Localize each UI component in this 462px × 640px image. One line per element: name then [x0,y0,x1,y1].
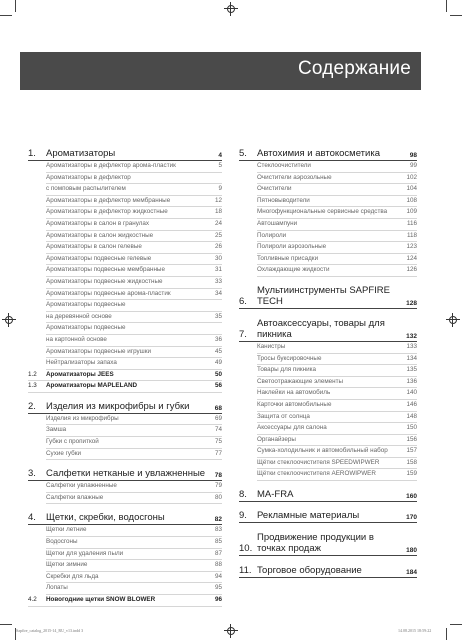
toc-item-page: 102 [406,173,417,181]
toc-item-list [257,342,417,481]
section-page-number: 68 [214,404,222,412]
toc-item-label: Стеклоочистители [257,162,311,169]
toc-item-label: Автошампуни [257,219,298,227]
toc-item[interactable] [46,207,222,219]
section-number: 10. [239,543,253,555]
toc-item-page: 12 [214,196,222,204]
toc-item[interactable] [46,265,222,277]
toc-item-page: 74 [214,426,222,434]
toc-item[interactable] [257,365,417,377]
toc-item[interactable] [46,347,222,359]
toc-item[interactable] [46,525,222,537]
toc-item-label: Водосгоны [46,538,78,546]
toc-item-page: 136 [406,377,417,385]
toc-item-page: 150 [406,424,417,432]
toc-item-label: Ароматизаторы подвесные [46,324,126,332]
crop-mark [446,628,447,640]
toc-item-page: 24 [214,219,222,227]
toc-item-label: Органайзеры [257,435,296,443]
toc-item[interactable] [46,493,222,505]
section-page-number: 4 [218,152,222,159]
subsection-number: 4.2 [28,596,37,603]
toc-item-label: Тросы буксировочные [257,354,322,362]
toc-item[interactable] [46,449,222,461]
toc-item-label: Ароматизаторы в салон гелевые [46,243,142,251]
toc-item-label: Ароматизаторы подвесные гелевые [46,254,152,262]
toc-section-heading[interactable] [239,510,417,523]
toc-item-label: Скребки для льда [46,572,99,580]
toc-item-label: Товары для пикника [257,366,316,374]
section-page-number: 170 [406,514,417,522]
toc-item[interactable] [257,423,417,435]
toc-item-label: Многофункциональные сервисные средства [257,208,388,216]
toc-item-page: 123 [406,243,417,251]
toc-section-heading[interactable] [28,468,222,481]
toc-item-label: Ароматизаторы подвесные жидкостные [46,277,163,285]
toc-item[interactable] [46,173,222,185]
subsection-page: 56 [214,382,222,390]
toc-item[interactable] [46,481,222,493]
section-title: Торговое оборудование [257,565,362,577]
toc-section-heading[interactable] [28,148,222,161]
toc-item-label: Полироли [257,231,287,239]
toc-item[interactable] [46,254,222,266]
section-title: Автоаксессуары, товары для пикника [257,317,385,340]
section-number: 11. [239,565,252,577]
toc-item[interactable] [257,435,417,447]
toc-item[interactable] [257,388,417,400]
toc-item-page: 35 [214,312,222,320]
toc-item-label: Лопаты [46,584,68,592]
toc-item-label: Губки с пропиткой [46,438,99,446]
toc-item-label: Щетки летние [46,526,87,534]
toc-item-label: Пятновыводители [257,196,310,204]
toc-item-label: на деревянной основе [46,312,112,320]
crop-mark [446,0,447,12]
toc-section-heading[interactable] [239,565,417,578]
toc-item[interactable] [257,342,417,354]
toc-item[interactable] [257,242,417,254]
toc-item[interactable] [257,265,417,277]
section-title: Щетки, скребки, водосгоны [46,512,165,524]
toc-item[interactable] [46,184,222,196]
toc-item-label: Салфетки увлажненные [46,482,117,490]
toc-section-heading[interactable] [239,148,417,161]
toc-item-label: Охлаждающие жидкости [257,266,330,274]
toc-item-page: 33 [214,277,222,285]
toc-item-label: Изделия из микрофибры [46,414,119,422]
subsection-title: Ароматизаторы MAPLELAND [46,382,138,390]
toc-item-page: 140 [406,389,417,397]
toc-item[interactable] [46,231,222,243]
toc-item[interactable] [257,173,417,185]
toc-item-label: Наклейки на автомобиль [257,389,331,397]
toc-item[interactable] [257,207,417,219]
toc-section [239,285,417,309]
toc-section [28,148,222,393]
toc-item[interactable] [46,196,222,208]
toc-section [239,489,417,502]
section-title: Автохимия и автокосметика [257,148,380,159]
toc-section [239,148,417,277]
section-number: 2. [28,400,36,412]
toc-item[interactable] [46,549,222,561]
toc-item[interactable] [46,437,222,449]
toc-item-label: Полироли аэрозольные [257,243,327,251]
toc-item-page: 83 [214,526,222,534]
toc-item-page: 85 [214,538,222,546]
toc-item-label: Сухие губки [46,449,82,457]
crop-mark [0,624,12,625]
toc-item-page: 157 [406,447,417,455]
toc-item-label: Щетки для удаления пыли [46,549,124,557]
toc-item-label: Очистители [257,185,292,193]
crop-mark [450,624,462,625]
toc-left-column [28,148,222,607]
toc-item[interactable] [257,184,417,196]
toc-item-page: 158 [406,458,417,466]
toc-section-heading[interactable] [239,318,417,342]
section-title: Ароматизаторы [46,148,116,159]
title-banner [20,52,421,90]
section-title: Салфетки нетканые и увлажненные [46,468,206,480]
section-number: 5. [239,148,247,159]
section-number: 1. [28,148,36,159]
section-title: MA-FRA [257,489,294,501]
section-number: 7. [239,328,247,340]
toc-item-page: 124 [406,254,417,262]
toc-item[interactable] [257,377,417,389]
toc-item[interactable] [46,242,222,254]
toc-item[interactable] [257,231,417,243]
toc-item-label: Щётки стеклоочистителя SPEEDWIPWER [257,458,380,466]
toc-item-label: Ароматизаторы в дефлектор арома-пластик [46,162,176,169]
toc-item-label: Ароматизаторы в дефлектор [46,173,131,181]
crop-mark [15,0,16,12]
toc-item-label: Ароматизаторы подвесные арома-пластик [46,289,171,297]
footer-file-info: Sapfire_catalog_2015-14_RU_v13.indd 3 [16,628,84,633]
toc-section-heading[interactable] [239,489,417,502]
toc-item-list [46,481,222,504]
toc-item-page: 134 [406,354,417,362]
toc-item-list [46,525,222,595]
section-number: 9. [239,510,247,522]
toc-item-label: Замша [46,426,67,434]
toc-item-page: 94 [214,572,222,580]
toc-item[interactable] [257,354,417,366]
section-page-number: 160 [406,493,417,501]
toc-item-page: 104 [406,185,417,193]
toc-item-page: 77 [214,449,222,457]
toc-item-label: Светоотражающие элементы [257,377,344,385]
toc-item-label: Ароматизаторы подвесные мембранные [46,266,165,274]
toc-item[interactable] [46,537,222,549]
toc-item-label: Щётки стеклоочистителя AEROWIPWER [257,470,376,478]
section-number: 4. [28,512,36,524]
toc-section-heading[interactable] [28,512,222,525]
toc-item[interactable] [46,277,222,289]
registration-mark-bottom-icon [226,626,236,636]
toc-item-list [46,414,222,460]
section-title: Изделия из микрофибры и губки [46,400,190,412]
toc-item-list [46,161,222,370]
toc-subsection[interactable] [28,595,222,607]
toc-item-page: 118 [406,231,417,239]
toc-section-heading[interactable] [28,401,222,414]
toc-item-label: Нейтрализаторы запаха [46,359,117,367]
toc-subsection[interactable] [28,381,222,393]
section-number: 3. [28,468,36,480]
toc-item[interactable] [257,458,417,470]
section-title: Мультиинструменты SAPFIRE TECH [257,284,390,307]
footer-timestamp: 14.08.2015 18:59:22 [398,628,432,633]
toc-item-page: 109 [406,208,417,216]
subsection-title: Ароматизаторы JEES [46,370,114,378]
section-page-number: 98 [409,152,417,159]
section-page-number: 82 [214,516,222,524]
registration-mark-top-icon [226,4,236,14]
toc-item-page: 9 [218,185,222,193]
toc-item-label: Сумка-холодильник и автомобильный набор [257,447,388,455]
toc-item[interactable] [257,161,417,173]
toc-section [239,532,417,556]
toc-item-label: на картонной основе [46,335,107,343]
toc-item[interactable] [46,335,222,347]
toc-section [28,401,222,460]
toc-item-page: 34 [214,289,222,297]
subsection-number: 1.3 [28,382,37,390]
toc-item-page: 88 [214,561,222,569]
toc-section [239,565,417,578]
toc-item-page: 36 [214,335,222,343]
toc-item-page: 31 [214,266,222,274]
section-page-number: 132 [406,332,417,340]
crop-mark [0,15,12,16]
toc-item-page: 146 [406,400,417,408]
toc-item-page: 18 [214,208,222,216]
toc-item[interactable] [46,289,222,301]
section-page-number: 78 [214,472,222,480]
toc-section [28,512,222,606]
toc-item-page: 99 [409,162,417,169]
toc-item-page: 156 [406,435,417,443]
toc-item-page: 75 [214,438,222,446]
crop-mark [450,15,462,16]
toc-item-page: 25 [214,231,222,239]
subsection-page: 50 [214,370,222,378]
toc-item-page: 108 [406,196,417,204]
toc-item[interactable] [46,300,222,312]
toc-section-heading[interactable] [239,285,417,309]
toc-section [28,468,222,504]
toc-item-page: 148 [406,412,417,420]
toc-item-page: 133 [406,342,417,350]
toc-item-page: 126 [406,266,417,274]
toc-item-page: 135 [406,366,417,374]
toc-item[interactable] [257,196,417,208]
toc-item-page: 95 [214,584,222,592]
subsection-page: 96 [214,596,222,603]
toc-item-label: Топливные присадки [257,254,319,262]
toc-item-page: 30 [214,254,222,262]
toc-item[interactable] [257,412,417,424]
toc-item-label: Очистители аэрозольные [257,173,332,181]
toc-item-label: Защита от солнца [257,412,310,420]
toc-section [239,510,417,523]
toc-item-label: с помповым распылителем [46,185,126,193]
toc-section [239,318,417,481]
toc-item-label: Щетки зимние [46,561,88,569]
toc-item-label: Ароматизаторы подвесные [46,301,126,309]
toc-item-page: 5 [218,162,222,169]
toc-right-column [239,148,417,578]
toc-item-label: Ароматизаторы в дефлектор мембранные [46,196,171,204]
toc-item[interactable] [46,358,222,370]
toc-item[interactable] [257,254,417,266]
toc-item-label: Ароматизаторы в дефлектор жидкостные [46,208,168,216]
toc-item[interactable] [46,425,222,437]
toc-item-page: 116 [406,219,417,227]
page-title: Содержание [297,58,411,79]
toc-item-label: Салфетки влажные [46,493,104,501]
toc-section-heading[interactable] [239,532,417,556]
toc-item-label: Аксессуары для салона [257,424,327,432]
section-title: Рекламные материалы [257,510,360,522]
subsection-title: Новогодние щетки SNOW BLOWER [46,596,156,603]
section-number: 8. [239,489,247,501]
toc-item-page: 80 [214,493,222,501]
subsection-number: 1.2 [28,370,37,378]
toc-item[interactable] [257,219,417,231]
toc-item[interactable] [257,446,417,458]
toc-item[interactable] [46,572,222,584]
toc-item-page: 159 [406,470,417,478]
registration-mark-right-icon [448,315,458,325]
toc-item-label: Карточки автомобильные [257,400,332,408]
toc-item[interactable] [46,323,222,335]
toc-item-page: 49 [214,359,222,367]
toc-item[interactable] [46,312,222,324]
section-page-number: 184 [406,569,417,577]
toc-item-label: Ароматизаторы в салон в гранулах [46,219,150,227]
section-page-number: 180 [406,547,417,555]
toc-item[interactable] [257,400,417,412]
section-number: 6. [239,295,247,307]
toc-item-list [257,161,417,277]
toc-item-page: 87 [214,549,222,557]
section-page-number: 128 [406,299,417,307]
toc-item-label: Ароматизаторы в салон жидкостные [46,231,154,239]
toc-item-label: Ароматизаторы подвесные игрушки [46,347,151,355]
toc-item[interactable] [46,560,222,572]
toc-item-page: 45 [214,347,222,355]
toc-item[interactable] [46,161,222,173]
toc-item-page: 69 [214,414,222,422]
toc-item[interactable] [46,219,222,231]
toc-subsection[interactable] [28,370,222,382]
toc-item-label: Канистры [257,342,286,350]
toc-item[interactable] [257,469,417,481]
toc-item[interactable] [46,414,222,426]
toc-item-page: 26 [214,243,222,251]
section-title: Продвижение продукции в точках продаж [257,532,374,555]
toc-item[interactable] [46,583,222,595]
toc-item-page: 79 [214,482,222,490]
registration-mark-left-icon [4,315,14,325]
